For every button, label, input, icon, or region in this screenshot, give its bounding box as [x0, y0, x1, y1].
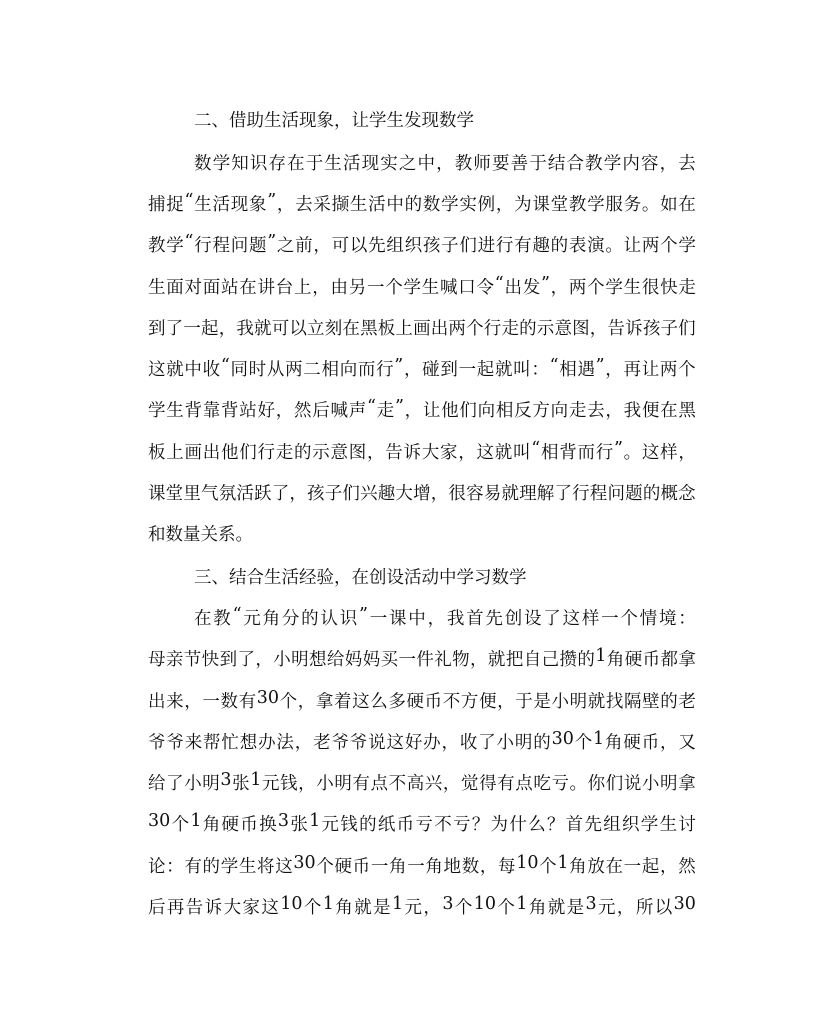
- text-line: 后 再 告 诉 大 家 这 10 个 1 角 就 是 1 元 ， 3 个 10 个 1 角 就 是 3 元 ， 所 以 30: [148, 894, 696, 918]
- text-line: 给 了 小 明 3 张 1 元 钱 ， 小 明 有 点 不 高 兴 ， 觉 得 有 点 吃 亏 。 你 们 说 小 明 拿: [148, 770, 696, 794]
- text-line: 母 亲 节 快 到 了 ， 小 明 想 给 妈 妈 买 一 件 礼 物 ， 就 把 自 己 攒 的 1 角 硬 币 都 拿: [148, 646, 696, 670]
- text-line: 三、结合生活经验，在创设活动中学习数学: [194, 568, 527, 588]
- text-line: 板 上 画 出 他 们 行 走 的 示 意 图 ， 告 诉 大 家 ， 这 就 叫 “ 相 背 而 行 ” 。 这 样 ，: [148, 439, 696, 463]
- text-line: 数 学 知 识 存 在 于 生 活 现 实 之 中 ， 教 师 要 善 于 结 合 教 学 内 容 ， 去: [194, 154, 696, 174]
- text-line: 和数量关系。: [148, 525, 253, 545]
- text-line: 论 ： 有 的 学 生 将 这 30 个 硬 币 一 角 一 角 地 数 ， 每 10 个 1 角 放 在 一 起 ， 然: [148, 853, 696, 877]
- text-line: 这 就 中 收 “ 同 时 从 两 二 相 向 而 行 ” ， 碰 到 一 起 就 叫 ： “ 相 遇 ” ， 再 让 两 个: [148, 356, 696, 380]
- text-line: 30 个 1 角 硬 币 换 3 张 1 元 钱 的 纸 币 亏 不 亏 ？ 为 什 么 ？ 首 先 组 织 学 生 讨: [148, 811, 696, 835]
- text-line: 出 来 ， 一 数 有 30 个 ， 拿 着 这 么 多 硬 币 不 方 便 ， 于 是 小 明 就 找 隔 壁 的 老: [148, 688, 696, 712]
- text-line: 爷 爷 来 帮 忙 想 办 法 ， 老 爷 爷 说 这 好 办 ， 收 了 小 明 的 30 个 1 角 硬 币 ， 又: [148, 729, 696, 753]
- text-line: 在 教 “ 元 角 分 的 认 识 ” 一 课 中 ， 我 首 先 创 设 了 这 样 一 个 情 境 ：: [194, 605, 696, 629]
- text-line: 生 面 对 面 站 在 讲 台 上 ， 由 另 一 个 学 生 喊 口 令 “ 出 发 ” ， 两 个 学 生 很 快 走: [148, 274, 696, 298]
- text-line: 课 堂 里 气 氛 活 跃 了 ， 孩 子 们 兴 趣 大 增 ， 很 容 易 就 理 解 了 行 程 问 题 的 概 念: [148, 484, 696, 504]
- text-line: 到 了 一 起 ， 我 就 可 以 立 刻 在 黑 板 上 画 出 两 个 行 走 的 示 意 图 ， 告 诉 孩 子 们: [148, 319, 696, 339]
- text-line: 教 学 “ 行 程 问 题 ” 之 前 ， 可 以 先 组 织 孩 子 们 进 行 有 趣 的 表 演 。 让 两 个 学: [148, 232, 696, 256]
- text-line: 学 生 背 靠 背 站 好 ， 然 后 喊 声 “ 走 ” ， 让 他 们 向 相 反 方 向 走 去 ， 我 便 在 黑: [148, 397, 696, 421]
- text-line: 捕 捉 “ 生 活 现 象 ” ， 去 采 撷 生 活 中 的 数 学 实 例 ， 为 课 堂 教 学 服 务 。 如 在: [148, 191, 696, 215]
- text-line: 二、借助生活现象，让学生发现数学: [194, 111, 474, 131]
